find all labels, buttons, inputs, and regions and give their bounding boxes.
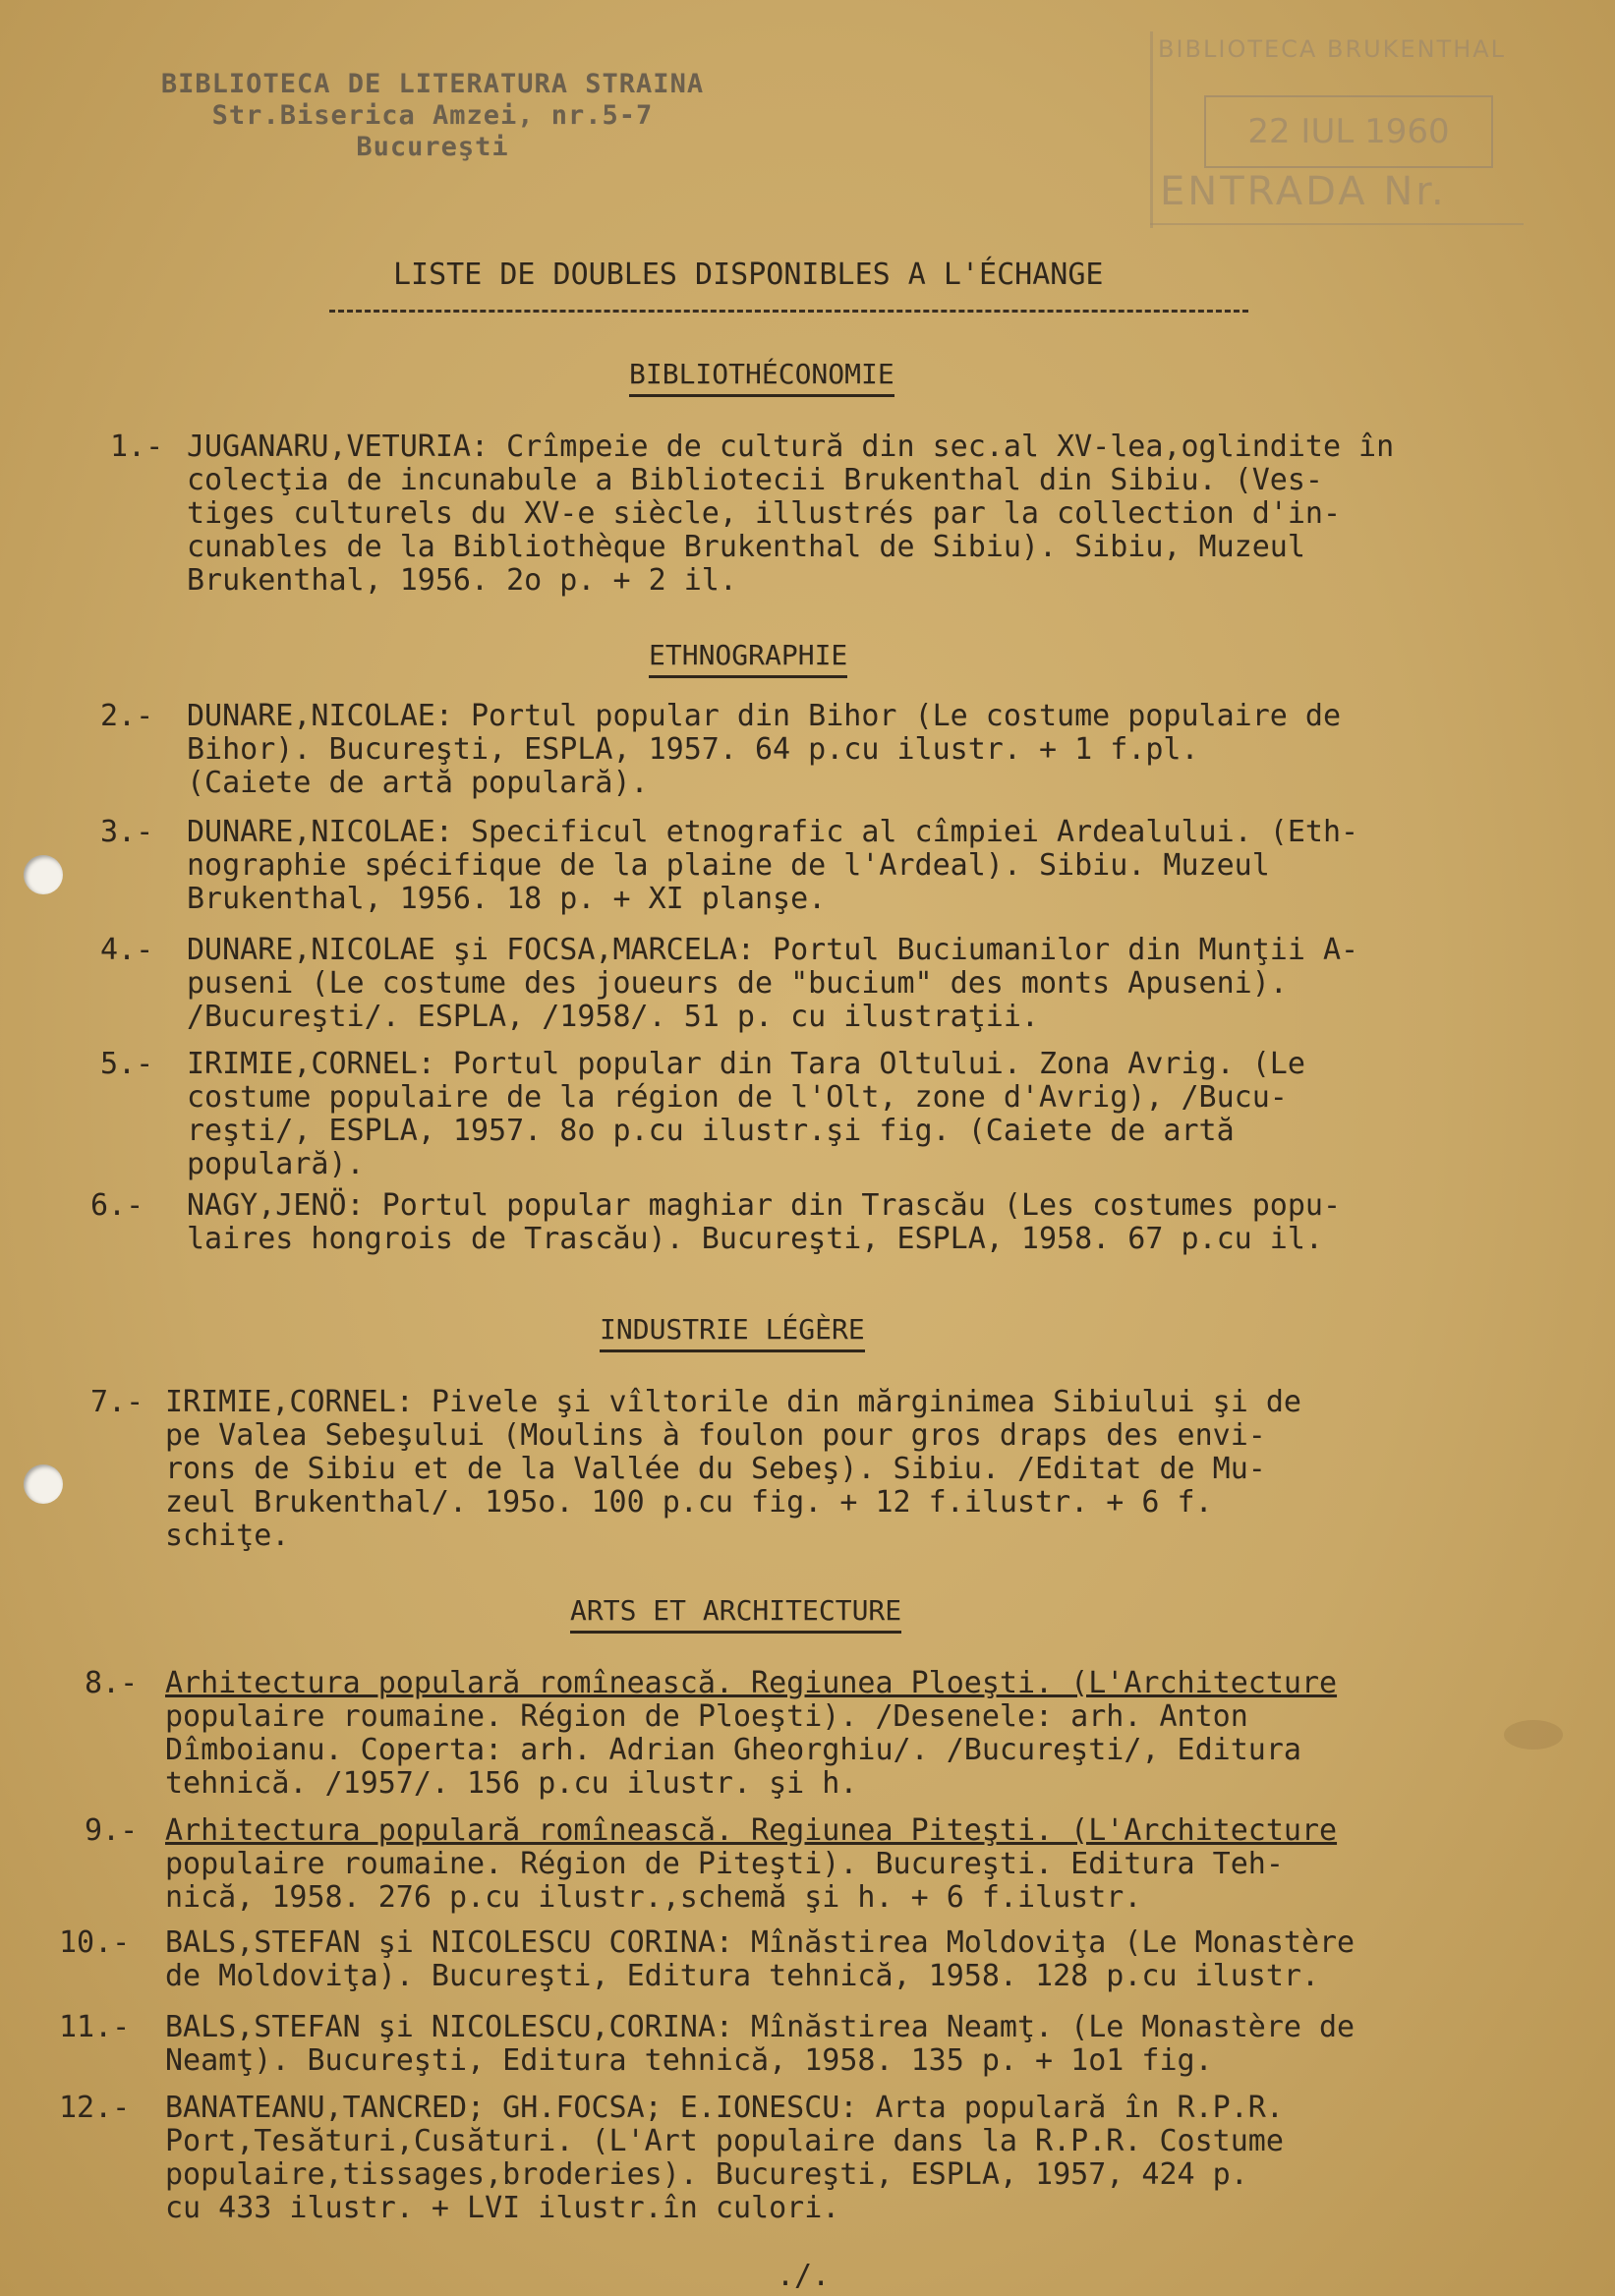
entry-line: DUNARE,NICOLAE: Portul popular din Bihor (Le costume populaire de [187,699,1341,733]
entry-line: JUGANARU,VETURIA: Crîmpeie de cultură din sec.al XV-lea,oglindite în [187,430,1395,464]
entry-number: 9.- [85,1813,139,1848]
entry-line: Arhitectura populară romînească. Regiunea Piteşti. (L'Architecture [165,1813,1338,1848]
stamp-date: 22 IUL 1960 [1204,95,1493,168]
entry-line: (Caiete de artă populară). [187,766,649,800]
library-city: Bucureşti [356,132,509,162]
entry-line: NAGY,JENÖ: Portul popular maghiar din Trascău (Les costumes popu- [187,1188,1341,1223]
entry-number: 11.- [59,2010,131,2044]
stamp-institution: BIBLIOTECA BRUKENTHAL [1158,35,1507,63]
page-continuation-mark: ./. [777,2259,831,2293]
library-name: BIBLIOTECA DE LITERATURA STRAINA [160,69,705,99]
entry-number: 8.- [85,1666,139,1700]
stain [1504,1720,1563,1750]
entry-line: DUNARE,NICOLAE: Specificul etnografic al cîmpiei Ardealului. (Eth- [187,815,1359,849]
entry-number: 1.- [110,430,164,464]
section-heading: INDUSTRIE LÉGÈRE [600,1313,865,1352]
entry-line: Arhitectura populară romînească. Regiunea Ploeşti. (L'Architecture [165,1666,1338,1700]
entry-line: laires hongrois de Trascău). Bucureşti, ESPLA, 1958. 67 p.cu il. [187,1222,1323,1256]
entry-line: rons de Sibiu et de la Vallée du Sebeş). Sibiu. /Editat de Mu- [165,1452,1266,1486]
entry-line: Dîmboianu. Coperta: arh. Adrian Gheorghiu/. /Bucureşti/, Editura [165,1733,1301,1767]
stamp-entrada: ENTRADA Nr. [1160,169,1447,214]
entry-number: 5.- [100,1047,154,1081]
entry-line: Brukenthal, 1956. 18 p. + XI planşe. [187,882,827,916]
entry-line: Bihor). Bucureşti, ESPLA, 1957. 64 p.cu ilustr. + 1 f.pl. [187,732,1199,767]
punch-hole [24,855,63,894]
entry-line: BANATEANU,TANCRED; GH.FOCSA; E.IONESCU: Arta populară în R.P.R. [165,2091,1284,2125]
entry-line: schiţe. [165,1519,290,1553]
entry-line: IRIMIE,CORNEL: Portul popular din Tara Oltului. Zona Avrig. (Le [187,1047,1305,1081]
entry-line: de Moldoviţa). Bucureşti, Editura tehnică, 1958. 128 p.cu ilustr. [165,1959,1319,1993]
entry-line: cu 433 ilustr. + LVI ilustr.în culori. [165,2191,840,2225]
entry-line: Neamţ). Bucureşti, Editura tehnică, 1958. 135 p. + 1o1 fig. [165,2043,1213,2078]
entry-line: BALS,STEFAN şi NICOLESCU CORINA: Mînăstirea Moldoviţa (Le Monastère [165,1925,1355,1960]
section-heading: BIBLIOTHÉCONOMIE [629,358,894,397]
entry-line: populaire roumaine. Région de Piteşti). Bucureşti. Editura Teh- [165,1847,1284,1881]
entry-line: DUNARE,NICOLAE şi FOCSA,MARCELA: Portul Buciumanilor din Munţii A- [187,933,1359,967]
entry-line: Port,Tesături,Cusături. (L'Art populaire dans la R.P.R. Costume [165,2124,1284,2158]
entry-number: 6.- [90,1188,144,1223]
entry-line: IRIMIE,CORNEL: Pivele şi vîltorile din mărginimea Sibiului şi de [165,1385,1301,1419]
entry-line: tiges culturels du XV-e siècle, illustrés par la collection d'in- [187,496,1341,531]
entry-line: costume populaire de la région de l'Olt, zone d'Avrig), /Bucu- [187,1080,1288,1115]
section-heading: ETHNOGRAPHIE [649,639,847,678]
library-letterhead [98,69,767,163]
entry-line: reşti/, ESPLA, 1957. 8o p.cu ilustr.şi fig. (Caiete de artă [187,1114,1235,1148]
entry-number: 2.- [100,699,154,733]
entry-number: 3.- [100,815,154,849]
entry-line: zeul Brukenthal/. 195o. 100 p.cu fig. + 12 f.ilustr. + 6 f. [165,1485,1213,1520]
entry-line: pe Valea Sebeşului (Moulins à foulon pour gros draps des envi- [165,1418,1266,1453]
entry-line: tehnică. /1957/. 156 p.cu ilustr. şi h. [165,1766,858,1801]
entry-number: 4.- [100,933,154,967]
entry-number: 12.- [59,2091,131,2125]
title-divider [329,310,1248,313]
entry-line: populaire,tissages,broderies). Bucureşti, ESPLA, 1957, 424 p. [165,2157,1248,2192]
entry-number: 7.- [90,1385,144,1419]
entry-line: /Bucureşti/. ESPLA, /1958/. 51 p. cu ilustraţii. [187,1000,1039,1034]
entry-line: puseni (Le costume des joueurs de "bucium" des monts Apuseni). [187,966,1288,1001]
entry-number: 10.- [59,1925,131,1960]
entry-line: populară). [187,1147,365,1181]
entry-line: Brukenthal, 1956. 2o p. + 2 il. [187,563,737,598]
section-heading: ARTS ET ARCHITECTURE [570,1594,901,1634]
entry-line: populaire roumaine. Région de Ploeşti). /Desenele: arh. Anton [165,1699,1248,1734]
received-stamp [1150,22,1524,228]
entry-line: nographie spécifique de la plaine de l'Ardeal). Sibiu. Muzeul [187,848,1270,883]
entry-line: BALS,STEFAN şi NICOLESCU,CORINA: Mînăstirea Neamţ. (Le Monastère de [165,2010,1355,2044]
entry-line: cunables de la Bibliothèque Brukenthal de Sibiu). Sibiu, Muzeul [187,530,1305,564]
entry-line: nică, 1958. 276 p.cu ilustr.,schemă şi h. + 6 f.ilustr. [165,1880,1142,1915]
punch-hole [24,1464,63,1504]
page-title: LISTE DE DOUBLES DISPONIBLES A L'ÉCHANGE [393,258,1104,292]
library-address: Str.Biserica Amzei, nr.5-7 [211,100,654,131]
entry-line: colecţia de incunabule a Bibliotecii Brukenthal din Sibiu. (Ves- [187,463,1323,497]
